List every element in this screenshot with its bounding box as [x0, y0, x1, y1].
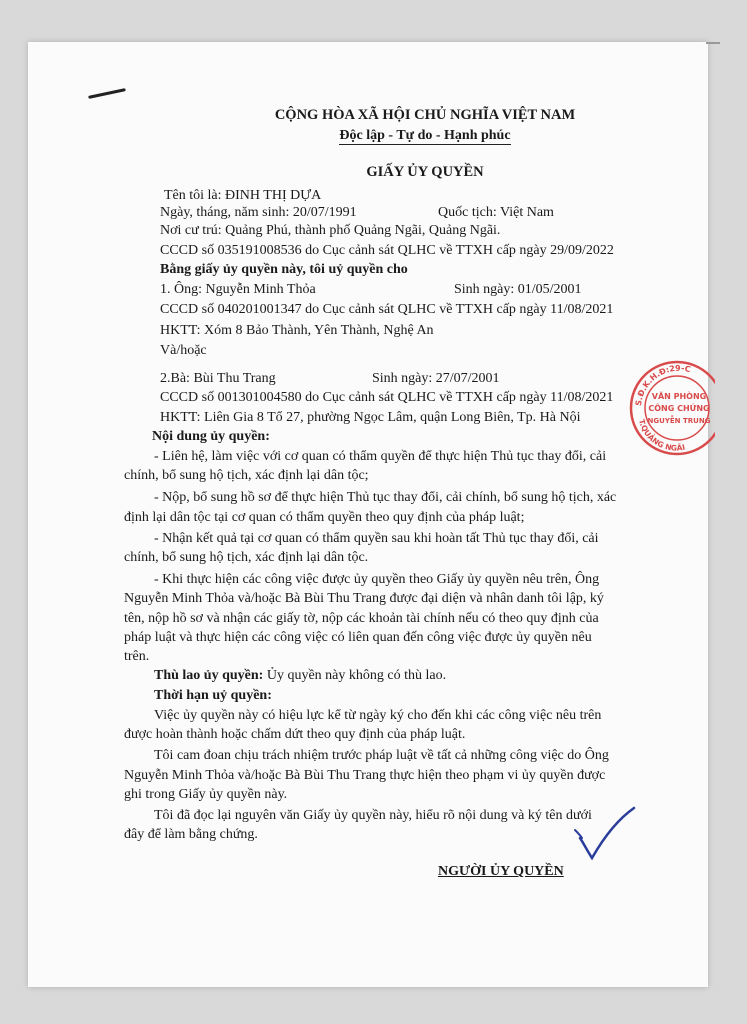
authorization-intro: Bằng giấy ủy quyền này, tôi uỷ quyền cho: [160, 262, 408, 277]
confirmation-line: Tôi đã đọc lại nguyên văn Giấy ủy quyền này, hiểu rõ nội dung và ký tên dưới: [154, 808, 592, 823]
grantor-dob: Ngày, tháng, năm sinh: 20/07/1991: [160, 205, 357, 220]
content-line: chính, bổ sung hộ tịch, xác định lại dân tộc.: [124, 550, 369, 565]
remuneration: Thù lao ủy quyền: Ủy quyền này không có thù lao.: [154, 668, 447, 683]
grantor-nationality: Quốc tịch: Việt Nam: [438, 205, 554, 220]
signature-label: NGƯỜI ỦY QUYỀN: [438, 864, 564, 879]
content-line: Nguyễn Minh Thỏa và/hoặc Bà Bùi Thu Trang được đại diện và nhân danh tôi lập, ký: [124, 591, 604, 606]
commitment-line: Tôi cam đoan chịu trách nhiệm trước pháp luật về tất cả những công việc do Ông: [154, 748, 609, 763]
signature-mark: [570, 800, 640, 870]
term-line: Việc ủy quyền này có hiệu lực kể từ ngày ký cho đến khi các công việc nêu trên: [154, 708, 602, 723]
and-or: Và/hoặc: [160, 343, 207, 358]
content-heading: Nội dung ủy quyền:: [152, 429, 270, 444]
agent1-id: CCCD số 040201001347 do Cục cảnh sát QLHC về TTXH cấp ngày 11/08/2021: [160, 302, 614, 317]
term-heading: Thời hạn uỷ quyền:: [154, 688, 272, 703]
content-line: chính, bổ sung hộ tịch, xác định lại dân tộc;: [124, 468, 369, 483]
commitment-line: ghi trong Giấy ủy quyền này.: [124, 787, 288, 802]
scan-mark: [706, 42, 720, 44]
content-line: - Nộp, bổ sung hồ sơ để thực hiện Thủ tục thay đổi, cải chính, bổ sung hộ tịch, xác: [154, 490, 617, 505]
notary-stamp: [625, 352, 715, 460]
term-line: được hoàn thành hoặc chấm dứt theo quy định của pháp luật.: [124, 727, 466, 742]
content-line: định lại dân tộc tại cơ quan có thẩm quyền theo quy định của pháp luật;: [124, 510, 525, 525]
content-line: - Liên hệ, làm việc với cơ quan có thẩm quyền để thực hiện Thủ tục thay đổi, cải: [154, 449, 607, 464]
agent1-name: 1. Ông: Nguyễn Minh Thỏa: [160, 282, 316, 297]
document-title: GIẤY ỦY QUYỀN: [366, 164, 484, 180]
content-line: trên.: [124, 649, 150, 664]
stamp-ring-bottom: T.QUẢNG NGÃI: [636, 418, 686, 453]
motto: Độc lập - Tự do - Hạnh phúc: [339, 128, 511, 143]
content-line: tên, nộp hồ sơ và nhận các giấy tờ, nộp các khoản tài chính nếu có theo quy định của: [124, 611, 599, 626]
country-title: CỘNG HÒA XÃ HỘI CHỦ NGHĨA VIỆT NAM: [274, 107, 576, 123]
grantor-name: Tên tôi là: ĐINH THỊ DỰA: [164, 188, 322, 203]
stamp-line3: NGUYỄN TRUNG: [647, 417, 711, 425]
agent1-residence: HKTT: Xóm 8 Bảo Thành, Yên Thành, Nghệ An: [160, 323, 434, 338]
commitment-line: Nguyễn Minh Thỏa và/hoặc Bà Bùi Thu Trang thực hiện theo phạm vi ủy quyền được: [124, 768, 606, 783]
content-line: - Khi thực hiện các công việc được ủy quyền theo Giấy ủy quyền nêu trên, Ông: [154, 572, 600, 587]
content-line: - Nhận kết quả tại cơ quan có thẩm quyền sau khi hoàn tất Thủ tục thay đổi, cải: [154, 531, 599, 546]
agent1-dob: Sinh ngày: 01/05/2001: [454, 282, 582, 297]
grantor-residence: Nơi cư trú: Quảng Phú, thành phố Quảng Ngãi, Quảng Ngãi.: [160, 223, 501, 238]
stamp-line2: CÔNG CHỨNG: [648, 404, 710, 413]
agent2-name: 2.Bà: Bùi Thu Trang: [160, 371, 276, 386]
content-line: pháp luật và thực hiện các công việc có liên quan đến công việc được ủy quyền nêu: [124, 630, 592, 645]
confirmation-line: đây để làm bằng chứng.: [124, 827, 258, 842]
agent2-id: CCCD số 001301004580 do Cục cảnh sát QLHC về TTXH cấp ngày 11/08/2021: [160, 390, 614, 405]
stamp-line1: VĂN PHÒNG: [651, 392, 707, 401]
stamp-ring-top: S.Đ.K.H.Đ:29-C: [633, 363, 692, 407]
agent2-dob: Sinh ngày: 27/07/2001: [372, 371, 500, 386]
agent2-residence: HKTT: Liên Gia 8 Tổ 27, phường Ngọc Lâm, quận Long Biên, Tp. Hà Nội: [160, 410, 581, 425]
grantor-id: CCCD số 035191008536 do Cục cảnh sát QLHC về TTXH cấp ngày 29/09/2022: [160, 243, 614, 258]
